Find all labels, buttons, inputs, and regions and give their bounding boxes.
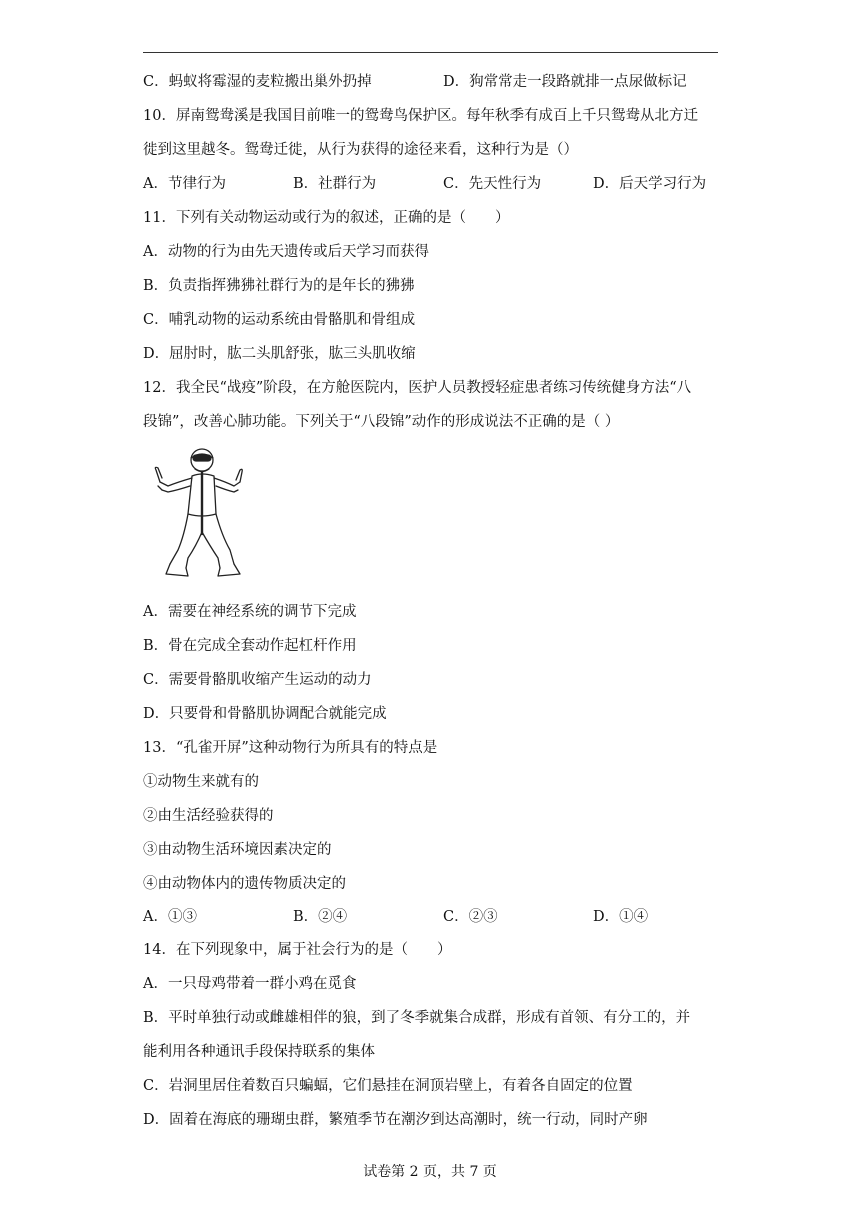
page-footer: 试卷第 2 页，共 7 页: [363, 1164, 497, 1180]
q14-stem: 14．在下列现象中，属于社会行为的是（ ）: [143, 942, 452, 958]
q11-option-b: B．负责指挥狒狒社群行为的是年长的狒狒: [143, 278, 415, 294]
q10-option-a: A．节律行为: [143, 176, 226, 192]
q11-option-a: A．动物的行为由先天遗传或后天学习而获得: [143, 244, 429, 260]
q14-option-b-line1: B．平时单独行动或雌雄相伴的狼，到了冬季就集合成群，形成有首领、有分工的，并: [143, 1010, 691, 1026]
q12-option-c: C．需要骨骼肌收缩产生运动的动力: [143, 672, 372, 688]
q12-stem-line1: 12．我全民“战疫”阶段，在方舱医院内，医护人员教授轻症患者练习传统健身方法“八: [143, 380, 692, 396]
q10-option-c: C．先天性行为: [443, 176, 542, 192]
q9-option-c: C．蚂蚁将霉湿的麦粒搬出巢外扔掉: [143, 74, 372, 90]
q13-item-4: ④由动物体内的遗传物质决定的: [143, 876, 346, 892]
q12-option-a: A．需要在神经系统的调节下完成: [143, 604, 357, 620]
q13-option-a: A．①③: [143, 909, 197, 925]
q10-option-b: B．社群行为: [293, 176, 377, 192]
q13-stem: 13．“孔雀开屏”这种动物行为所具有的特点是: [143, 740, 438, 756]
q11-option-d: D．屈肘时，肱二头肌舒张，肱三头肌收缩: [143, 346, 416, 362]
q11-option-c: C．哺乳动物的运动系统由骨骼肌和骨组成: [143, 312, 416, 328]
q14-option-a: A．一只母鸡带着一群小鸡在觅食: [143, 976, 357, 992]
q10-option-d: D．后天学习行为: [593, 176, 707, 192]
q10-stem-line1: 10．屏南鸳鸯溪是我国目前唯一的鸳鸯鸟保护区。每年秋季有成百上千只鸳鸯从北方迁: [143, 108, 698, 124]
q12-option-b: B．骨在完成全套动作起杠杆作用: [143, 638, 357, 654]
q14-option-b-line2: 能利用各种通讯手段保持联系的集体: [143, 1044, 375, 1060]
q13-option-d: D．①④: [593, 909, 649, 925]
header-rule: [143, 52, 718, 53]
q10-stem-line2: 徙到这里越冬。鸳鸯迁徙，从行为获得的途径来看，这种行为是（）: [143, 142, 578, 158]
q12-stem-line2: 段锦”，改善心肺功能。下列关于“八段锦”动作的形成说法不正确的是（ ）: [143, 414, 620, 430]
q13-option-b: B．②④: [293, 909, 348, 925]
q14-option-d: D．固着在海底的珊瑚虫群，繁殖季节在潮汐到达高潮时，统一行动，同时产卵: [143, 1112, 648, 1128]
q14-option-c: C．岩洞里居住着数百只蝙蝠，它们悬挂在洞顶岩壁上，有着各自固定的位置: [143, 1078, 633, 1094]
q13-item-2: ②由生活经验获得的: [143, 808, 274, 824]
q13-item-1: ①动物生来就有的: [143, 774, 259, 790]
q11-stem: 11．下列有关动物运动或行为的叙述，正确的是（ ）: [143, 210, 510, 226]
q13-option-c: C．②③: [443, 909, 498, 925]
q9-option-d: D．狗常常走一段路就排一点尿做标记: [443, 74, 687, 90]
q12-option-d: D．只要骨和骨骼肌协调配合就能完成: [143, 706, 387, 722]
baduanjin-figure-illustration: [148, 446, 244, 584]
q13-item-3: ③由动物生活环境因素决定的: [143, 842, 332, 858]
